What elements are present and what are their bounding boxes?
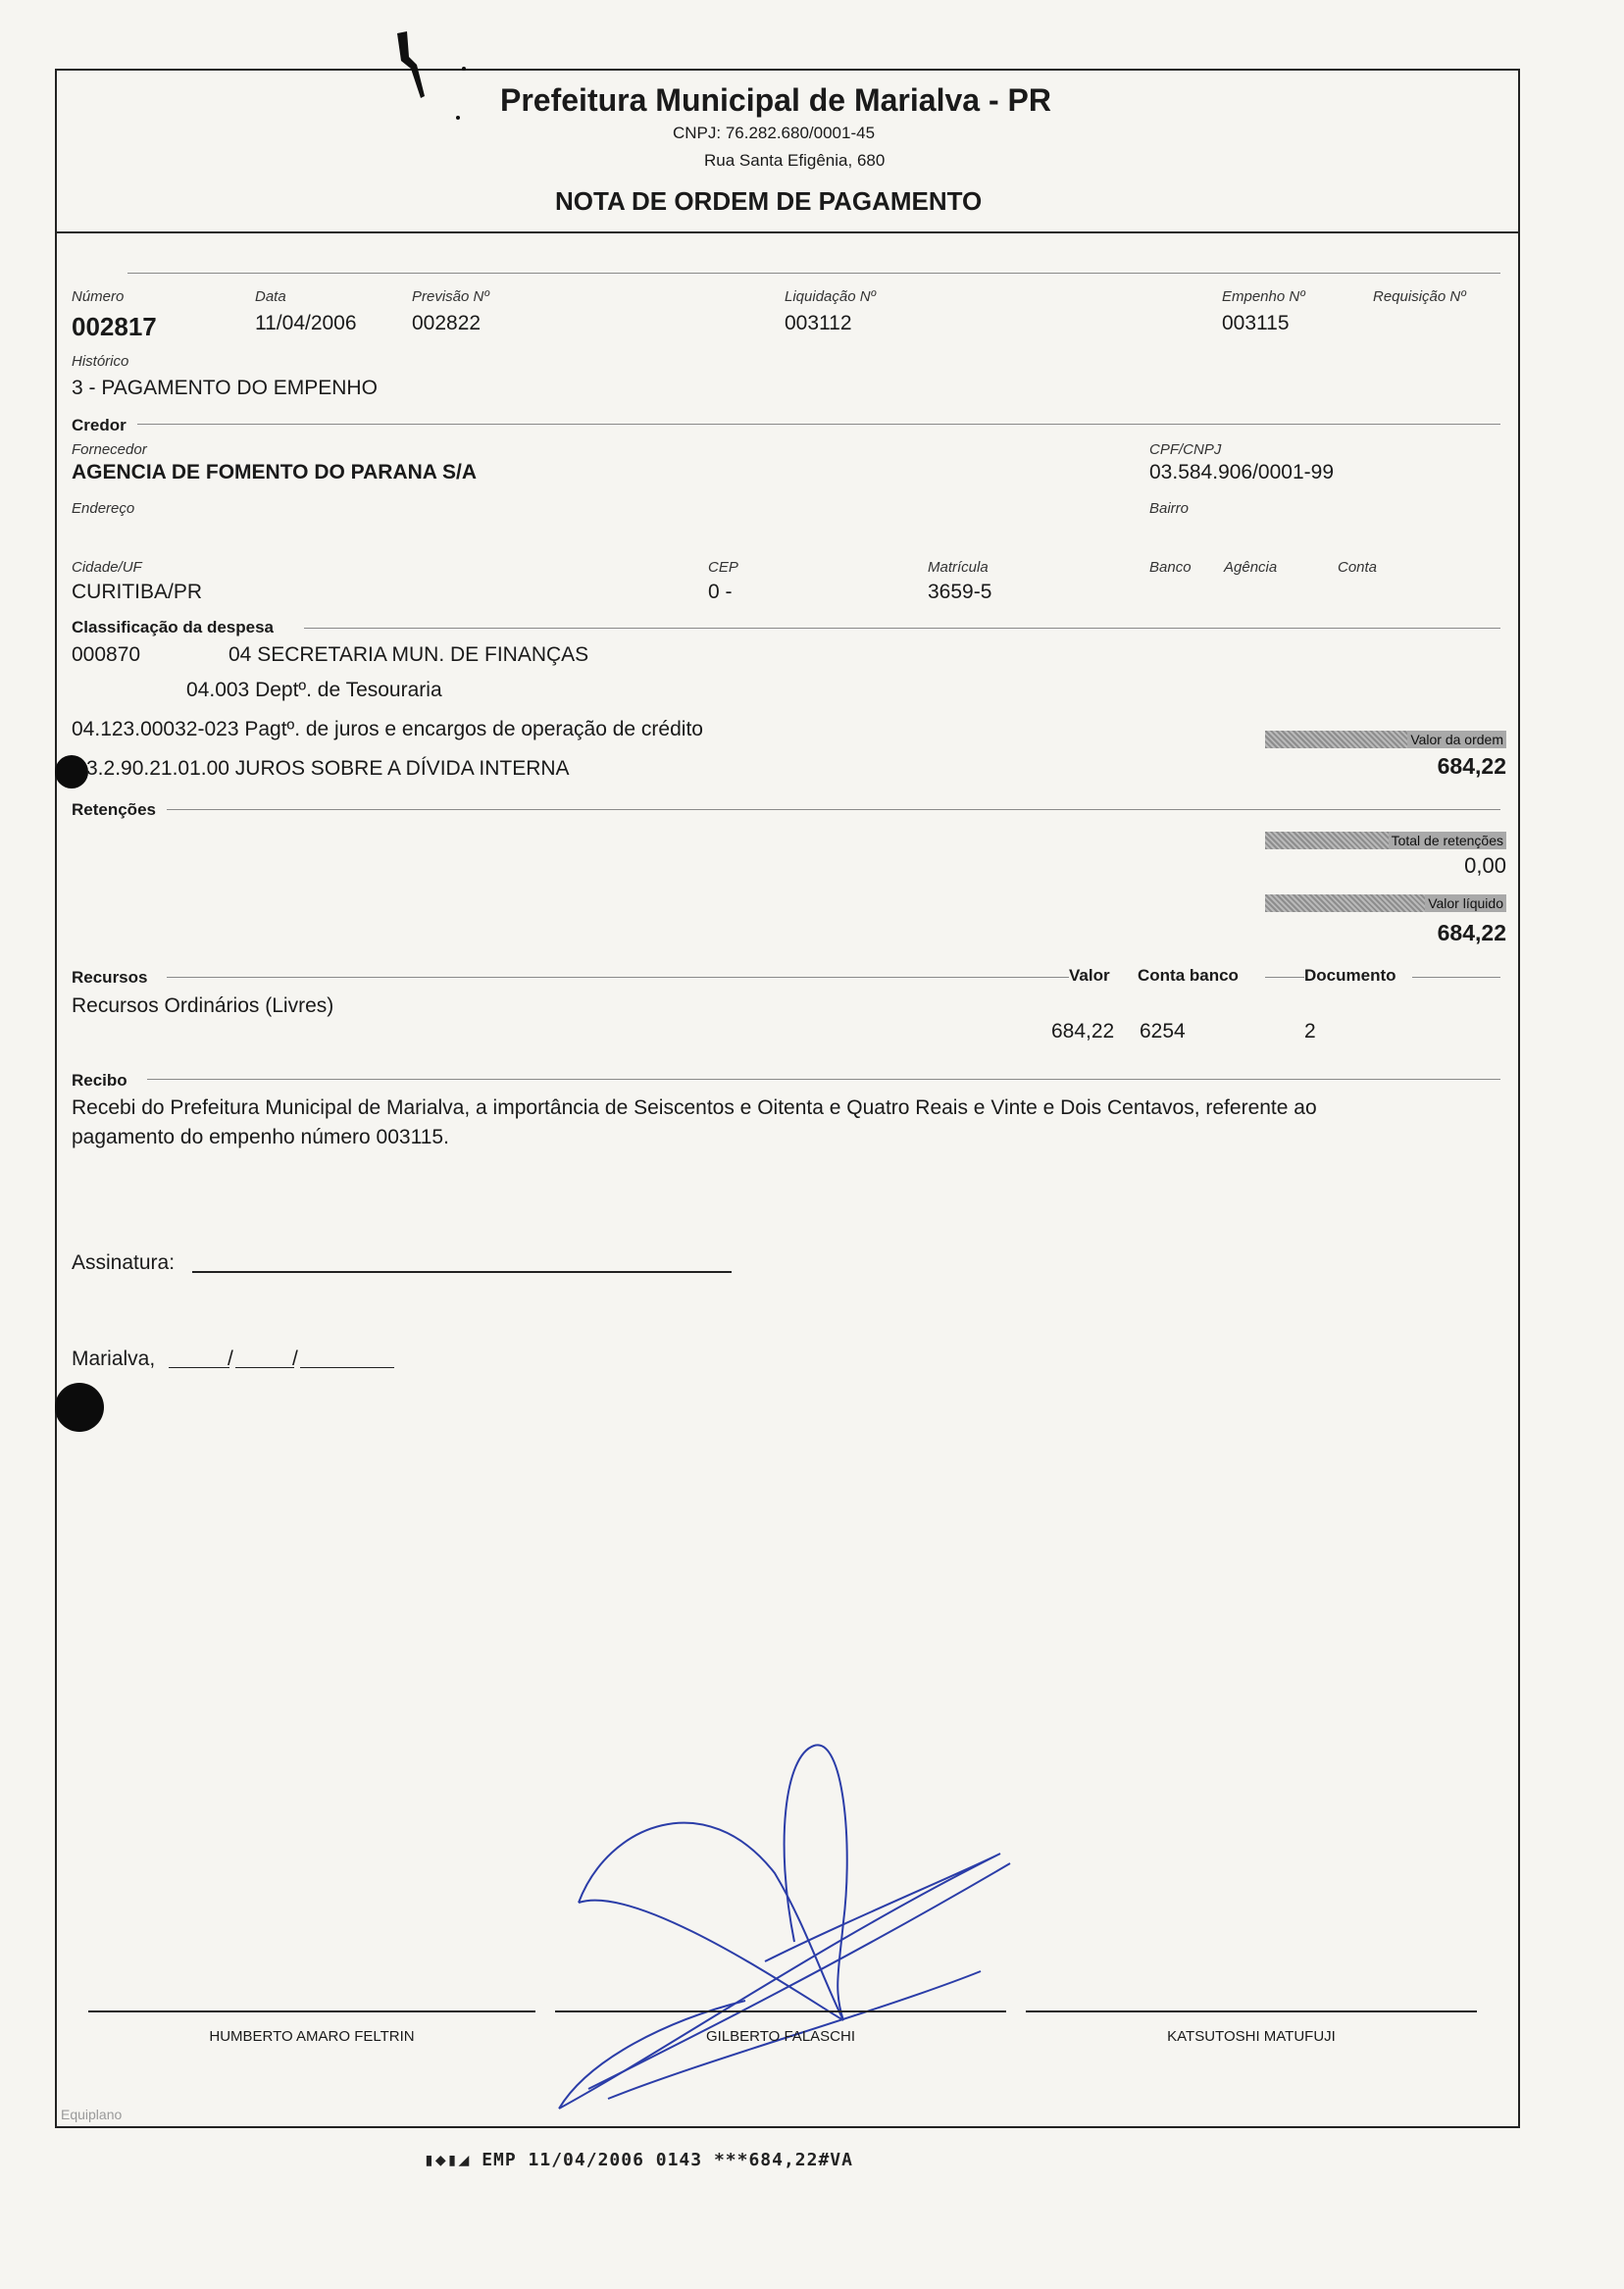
empenho-value: 003115 <box>1222 312 1290 334</box>
recursos-documento: 2 <box>1304 1020 1316 1043</box>
retencoes-section-title: Retenções <box>72 800 156 819</box>
valor-ordem-value: 684,22 <box>1437 753 1506 779</box>
recursos-conta-label: Conta banco <box>1138 966 1239 985</box>
total-retencoes-value: 0,00 <box>1464 853 1506 878</box>
fornecedor-value: AGENCIA DE FOMENTO DO PARANA S/A <box>72 461 478 483</box>
document-title: NOTA DE ORDEM DE PAGAMENTO <box>555 186 983 216</box>
handwritten-signature <box>549 1726 1020 2138</box>
recibo-divider <box>147 1079 1500 1080</box>
recibo-text-line1: Recebi do Prefeitura Municipal de Marialva, a importância de Seiscentos e Oitenta e Quatro Reais e Vinte e Dois Centavos, referente ao <box>72 1096 1317 1119</box>
classificacao-section-title: Classificação da despesa <box>72 618 275 636</box>
retencoes-divider <box>167 809 1500 810</box>
agencia-label: Agência <box>1224 559 1278 576</box>
classificacao-elemento: 3.2.90.21.01.00 JUROS SOBRE A DÍVIDA INTERNA <box>86 757 570 780</box>
valor-ordem-bar <box>1265 731 1506 748</box>
cpf-label: CPF/CNPJ <box>1149 441 1222 458</box>
numero-value: 002817 <box>72 312 157 341</box>
page-title: Prefeitura Municipal de Marialva - PR <box>500 82 1051 118</box>
banco-label: Banco <box>1149 559 1192 576</box>
classificacao-orgao: 04 SECRETARIA MUN. DE FINANÇAS <box>228 643 589 666</box>
cidade-value: CURITIBA/PR <box>72 581 203 603</box>
valor-liquido-value: 684,22 <box>1437 920 1506 945</box>
stamp-text: EMP 11/04/2006 0143 ***684,22#VA <box>482 2150 853 2170</box>
assinatura-line <box>192 1271 732 1273</box>
signature-line-1 <box>88 2010 535 2012</box>
previsao-value: 002822 <box>412 312 482 334</box>
local-label: Marialva, <box>72 1348 156 1370</box>
data-label: Data <box>255 288 286 305</box>
cpf-value: 03.584.906/0001-99 <box>1149 461 1335 483</box>
recibo-text-line2: pagamento do empenho número 003115. <box>72 1126 449 1148</box>
date-year-line <box>300 1367 394 1368</box>
historico-value: 3 - PAGAMENTO DO EMPENHO <box>72 377 378 399</box>
punch-hole-bottom <box>55 1383 104 1432</box>
assinatura-label: Assinatura: <box>72 1251 176 1274</box>
paper-mark-icon <box>378 27 485 121</box>
classificacao-unidade: 04.003 Deptº. de Tesouraria <box>186 679 442 701</box>
valor-ordem-label: Valor da ordem <box>1407 731 1506 748</box>
stamp-mark-icon: ▮◆▮◢ <box>424 2150 471 2170</box>
recursos-divider-mid <box>1265 977 1304 978</box>
matricula-label: Matrícula <box>928 559 989 576</box>
requisicao-label: Requisição Nº <box>1373 288 1466 305</box>
signature-name-3: KATSUTOSHI MATUFUJI <box>1167 2028 1336 2045</box>
address-text: Rua Santa Efigênia, 680 <box>704 151 886 170</box>
classificacao-funcional: 04.123.00032-023 Pagtº. de juros e encargos de operação de crédito <box>72 718 703 740</box>
software-footer: Equiplano <box>61 2107 123 2122</box>
recibo-section-title: Recibo <box>72 1071 127 1090</box>
date-slash-1: / <box>228 1348 233 1370</box>
matricula-value: 3659-5 <box>928 581 992 603</box>
signature-name-1: HUMBERTO AMARO FELTRIN <box>209 2028 415 2045</box>
valor-liquido-label: Valor líquido <box>1425 894 1506 912</box>
conta-label: Conta <box>1338 559 1378 576</box>
recursos-descricao: Recursos Ordinários (Livres) <box>72 994 334 1017</box>
historico-label: Histórico <box>72 353 129 370</box>
header-divider <box>55 231 1520 233</box>
mechanical-stamp <box>424 2150 853 2170</box>
recursos-section-title: Recursos <box>72 968 148 987</box>
numero-label: Número <box>72 288 125 305</box>
cnpj-text: CNPJ: 76.282.680/0001-45 <box>673 124 876 142</box>
previsao-label: Previsão Nº <box>412 288 489 305</box>
empenho-label: Empenho Nº <box>1222 288 1305 305</box>
date-day-line <box>169 1367 229 1368</box>
signature-line-3 <box>1026 2010 1477 2012</box>
recursos-documento-label: Documento <box>1304 966 1396 985</box>
endereco-label: Endereço <box>72 500 135 517</box>
recursos-valor: 684,22 <box>1051 1020 1115 1043</box>
classificacao-code: 000870 <box>72 643 141 666</box>
credor-divider <box>137 424 1500 425</box>
fornecedor-label: Fornecedor <box>72 441 147 458</box>
signature-line-2 <box>555 2010 1006 2012</box>
liquidacao-label: Liquidação Nº <box>785 288 877 305</box>
recursos-valor-label: Valor <box>1069 966 1110 985</box>
classificacao-divider <box>304 628 1500 629</box>
header-thin-divider <box>127 273 1500 274</box>
recursos-divider-end <box>1412 977 1500 978</box>
total-retencoes-label: Total de retenções <box>1389 832 1506 849</box>
credor-section-title: Credor <box>72 416 127 434</box>
valor-liquido-bar <box>1265 894 1506 912</box>
cep-label: CEP <box>708 559 738 576</box>
recursos-divider <box>167 977 1069 978</box>
date-month-line <box>235 1367 294 1368</box>
cidade-label: Cidade/UF <box>72 559 142 576</box>
data-value: 11/04/2006 <box>255 312 357 334</box>
punch-hole-top <box>55 755 88 788</box>
total-retencoes-bar <box>1265 832 1506 849</box>
date-slash-2: / <box>292 1348 298 1370</box>
signature-name-2: GILBERTO FALASCHI <box>706 2028 855 2045</box>
bairro-label: Bairro <box>1149 500 1190 517</box>
liquidacao-value: 003112 <box>785 312 852 334</box>
recursos-conta: 6254 <box>1140 1020 1186 1043</box>
cep-value: 0 - <box>708 581 733 603</box>
